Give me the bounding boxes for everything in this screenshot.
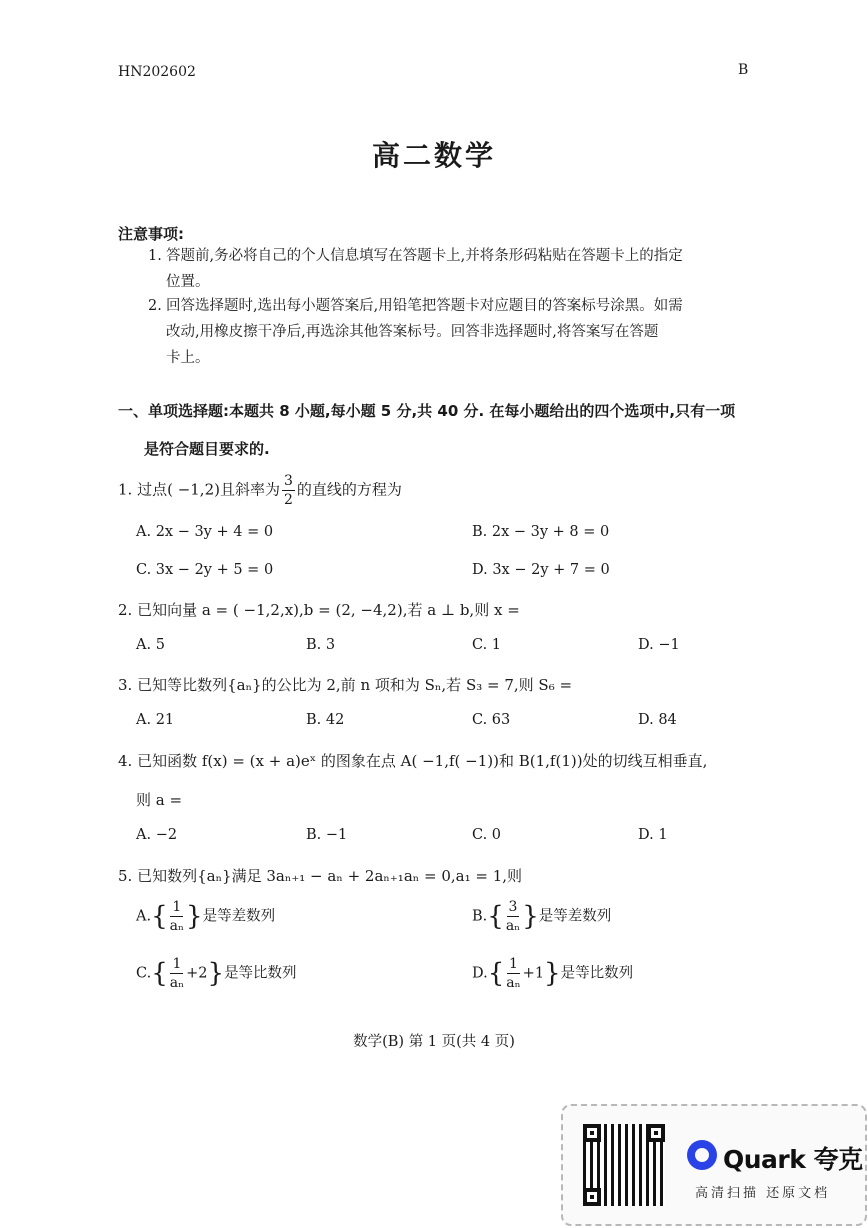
option-label: D. (472, 965, 488, 982)
fraction-numerator: 3 (283, 473, 293, 489)
right-brace: } (186, 901, 203, 932)
fraction-numerator: 1 (509, 956, 518, 972)
option-d: D. 1 (638, 827, 668, 843)
quark-watermark[interactable] (561, 1104, 867, 1226)
section-line: 是符合题目要求的. (144, 440, 270, 458)
question-2: 2. 已知向量 a = ( −1,2,x),b = (2, −4,2),若 a ⊥ b,则 x = (118, 601, 520, 619)
option-a: A. 2x − 3y + 4 = 0 (136, 524, 274, 540)
right-brace: } (207, 958, 225, 989)
option-b: B. 42 (306, 712, 345, 728)
fraction (506, 957, 520, 990)
fraction-denominator: aₙ (505, 918, 521, 934)
question-1 (118, 474, 402, 507)
page-title: 高二数学 (371, 139, 496, 172)
option-c: C. 0 (472, 827, 502, 843)
notice-item-text: 答题前,务必将自己的个人信息填写在答题卡上,并将条形码粘贴在答题卡上的指定 (166, 248, 683, 264)
exam-code: HN202602 (118, 64, 196, 80)
notice-item-2 (148, 293, 758, 371)
option-a (136, 900, 275, 933)
fraction (282, 474, 295, 507)
right-brace: } (522, 901, 539, 932)
section-heading (118, 392, 758, 468)
fraction-numerator: 1 (172, 956, 182, 972)
option-d (472, 957, 633, 990)
quark-logo-icon (687, 1140, 717, 1170)
notice-item-text: 位置。 (166, 274, 210, 290)
option-b (472, 900, 611, 933)
left-brace: { (487, 901, 504, 932)
notice-item-text: 回答选择题时,选出每小题答案后,用铅笔把答题卡对应题目的答案标号涂黑。如需 (166, 298, 683, 314)
question-4: 4. 已知函数 f(x) = (x + a)eˣ 的图象在点 A( −1,f( −1))和 B(1,f(1))处的切线互相垂直, (118, 752, 708, 770)
fraction-denominator: aₙ (169, 975, 185, 991)
notice-item-number: 2. (148, 298, 162, 314)
left-brace: { (487, 958, 505, 989)
option-text: 是等差数列 (202, 908, 276, 925)
left-brace: { (151, 958, 168, 989)
fraction-denominator: aₙ (506, 975, 521, 991)
notice-item-number: 1. (148, 248, 162, 264)
section-line: 一、单项选择题:本题共 8 小题,每小题 5 分,共 40 分. 在每小题给出的四个选项中,只有一项 (118, 402, 736, 420)
fraction-denominator: 2 (283, 492, 293, 508)
question-5: 5. 已知数列{aₙ}满足 3aₙ₊₁ − aₙ + 2aₙ₊₁aₙ = 0,a₁ = 1,则 (118, 867, 523, 885)
fraction-numerator: 1 (172, 899, 182, 915)
fraction-numerator: 3 (508, 899, 518, 915)
option-d: D. 3x − 2y + 7 = 0 (472, 562, 610, 578)
option-b: B. −1 (306, 827, 348, 843)
option-label: A. (136, 908, 152, 925)
question-text: 的直线的方程为 (296, 480, 402, 499)
quark-subtitle: 高清扫描 还原文档 (695, 1186, 831, 1201)
option-c: C. 1 (472, 637, 502, 653)
option-d: D. −1 (638, 637, 680, 653)
left-brace: { (151, 901, 168, 932)
option-text: 是等差数列 (538, 908, 612, 925)
fraction-denominator: aₙ (169, 918, 185, 934)
notice-item-1 (148, 243, 758, 295)
page-footer: 数学(B) 第 1 页(共 4 页) (353, 1034, 515, 1050)
option-term: +2 (186, 965, 208, 982)
option-a: A. 21 (136, 712, 175, 728)
option-d: D. 84 (638, 712, 677, 728)
option-b: B. 3 (306, 637, 336, 653)
option-a: A. 5 (136, 637, 165, 653)
fraction (170, 957, 184, 990)
quark-brand: Quark 夸克 (723, 1145, 863, 1174)
question-text: 1. 过点( −1,2)且斜率为 (118, 480, 280, 499)
option-term: +1 (522, 965, 545, 982)
option-a: A. −2 (136, 827, 178, 843)
fraction (170, 900, 184, 933)
option-c: C. 63 (472, 712, 511, 728)
question-4-continuation: 则 a = (136, 791, 183, 809)
option-c (136, 957, 297, 990)
option-text: 是等比数列 (224, 965, 297, 982)
option-text: 是等比数列 (560, 965, 634, 982)
fraction (506, 900, 520, 933)
question-3: 3. 已知等比数列{aₙ}的公比为 2,前 n 项和为 Sₙ,若 S₃ = 7,则 S₆ = (118, 676, 573, 694)
option-b: B. 2x − 3y + 8 = 0 (472, 524, 610, 540)
qr-code-icon[interactable] (583, 1124, 665, 1206)
option-label: B. (472, 908, 488, 925)
option-label: C. (136, 965, 152, 982)
notice-item-text: 改动,用橡皮擦干净后,再选涂其他答案标号。回答非选择题时,将答案写在答题 (166, 324, 659, 340)
notice-heading: 注意事项: (118, 225, 184, 243)
right-brace: } (544, 958, 561, 989)
notice-item-text: 卡上。 (166, 350, 210, 366)
option-c: C. 3x − 2y + 5 = 0 (136, 562, 274, 578)
paper-version: B (738, 62, 749, 78)
